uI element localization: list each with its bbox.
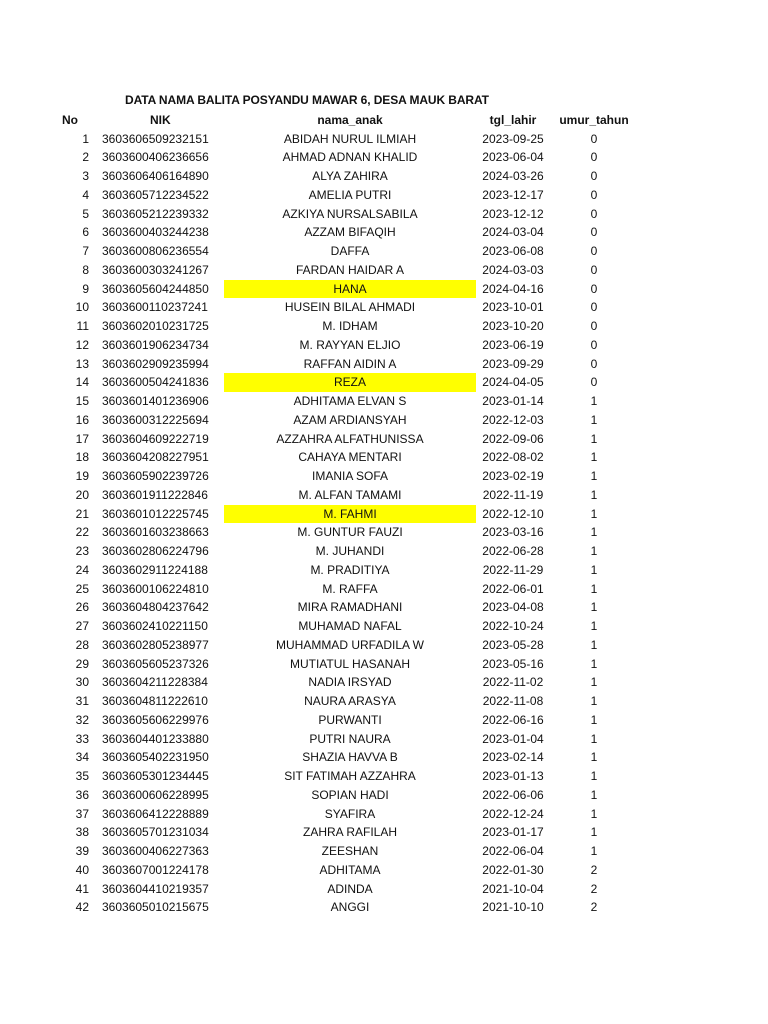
cell-no: 37	[75, 806, 89, 821]
document-title: DATA NAMA BALITA POSYANDU MAWAR 6, DESA MAUK BARAT	[125, 93, 489, 107]
cell-tgl-lahir: 2024-04-16	[482, 281, 544, 296]
cell-no: 2	[82, 150, 89, 165]
table-row	[0, 130, 768, 149]
cell-tgl-lahir: 2023-02-19	[482, 469, 544, 483]
cell-nik: 3603604609222719	[102, 431, 209, 446]
cell-nik: 3603600312225694	[102, 412, 209, 427]
cell-nik: 3603605212239332	[102, 206, 209, 221]
cell-umur-tahun: 0	[590, 206, 598, 221]
cell-umur-tahun: 0	[590, 187, 598, 202]
cell-umur-tahun: 2	[590, 900, 598, 915]
cell-nama-anak: M. PRADITIYA	[310, 562, 390, 577]
cell-no: 14	[75, 375, 89, 390]
cell-umur-tahun: 0	[590, 300, 598, 315]
cell-nama-anak: M. IDHAM	[322, 319, 378, 333]
cell-nama-anak: AZKIYA NURSALSABILA	[282, 206, 418, 221]
table-row	[0, 880, 768, 899]
table-row	[0, 205, 768, 224]
cell-nama-anak: DAFFA	[330, 244, 370, 258]
cell-tgl-lahir: 2023-06-08	[482, 244, 544, 258]
cell-tgl-lahir: 2022-06-16	[482, 712, 544, 727]
cell-nama-anak: ABIDAH NURUL ILMIAH	[283, 131, 417, 146]
table-row	[0, 786, 768, 805]
cell-nama-anak: ALYA ZAHIRA	[312, 169, 388, 183]
cell-nik: 3603600806236554	[102, 244, 209, 258]
cell-tgl-lahir: 2022-01-30	[482, 862, 544, 877]
cell-no: 17	[75, 431, 89, 446]
cell-nama-anak: SIT FATIMAH AZZAHRA	[284, 769, 416, 783]
table-row	[0, 317, 768, 336]
cell-tgl-lahir: 2023-09-25	[482, 131, 544, 146]
cell-no: 28	[75, 637, 89, 652]
cell-no: 42	[75, 900, 89, 915]
cell-nik: 3603605605237326	[102, 656, 209, 671]
cell-tgl-lahir: 2023-05-28	[482, 637, 544, 652]
cell-umur-tahun: 1	[590, 431, 598, 446]
cell-nik: 3603601401236906	[102, 394, 209, 408]
table-row	[0, 655, 768, 674]
cell-nik: 3603600110237241	[102, 300, 208, 315]
cell-no: 7	[82, 244, 89, 258]
cell-umur-tahun: 1	[590, 469, 598, 483]
cell-nik: 3603602410221150	[102, 619, 208, 633]
cell-nik: 3603600606228995	[102, 787, 209, 802]
table-row	[0, 861, 768, 880]
cell-nik: 3603601911222846	[102, 487, 208, 502]
cell-tgl-lahir: 2023-10-20	[482, 319, 544, 333]
cell-tgl-lahir: 2022-12-24	[482, 806, 544, 821]
cell-umur-tahun: 1	[590, 394, 598, 408]
cell-no: 4	[82, 187, 89, 202]
cell-umur-tahun: 0	[590, 244, 598, 258]
cell-umur-tahun: 1	[590, 787, 598, 802]
cell-umur-tahun: 1	[590, 694, 598, 708]
cell-umur-tahun: 1	[590, 712, 598, 727]
cell-no: 6	[82, 225, 89, 240]
cell-umur-tahun: 0	[590, 319, 598, 333]
cell-no: 27	[75, 619, 89, 633]
cell-tgl-lahir: 2023-01-14	[482, 394, 544, 408]
cell-tgl-lahir: 2024-03-03	[482, 262, 544, 277]
header-no: No	[62, 113, 78, 127]
table-row	[0, 336, 768, 355]
table-row	[0, 673, 768, 692]
cell-tgl-lahir: 2021-10-10	[482, 900, 544, 915]
cell-umur-tahun: 1	[590, 619, 598, 633]
cell-no: 16	[75, 412, 89, 427]
cell-nama-anak: M. ALFAN TAMAMI	[298, 487, 402, 502]
cell-nama-anak: SHAZIA HAVVA B	[302, 750, 398, 765]
table-row	[0, 692, 768, 711]
cell-tgl-lahir: 2022-06-28	[482, 544, 544, 558]
cell-no: 25	[75, 581, 89, 596]
cell-umur-tahun: 1	[590, 450, 598, 465]
cell-nama-anak: ZAHRA RAFILAH	[302, 825, 398, 840]
cell-tgl-lahir: 2022-06-04	[482, 844, 544, 858]
cell-no: 32	[75, 712, 89, 727]
cell-nama-anak: PURWANTI	[318, 712, 382, 727]
cell-no: 31	[75, 694, 89, 708]
cell-tgl-lahir: 2022-11-02	[482, 675, 544, 690]
cell-umur-tahun: 0	[590, 281, 598, 296]
cell-nama-anak: REZA	[224, 373, 476, 392]
cell-no: 26	[75, 600, 89, 615]
cell-tgl-lahir: 2022-09-06	[482, 431, 544, 446]
cell-nik: 3603604211228384	[102, 675, 208, 690]
cell-tgl-lahir: 2023-06-19	[482, 337, 544, 352]
cell-no: 8	[82, 262, 89, 277]
cell-no: 15	[75, 394, 89, 408]
table-row	[0, 748, 768, 767]
cell-nama-anak: RAFFAN AIDIN A	[303, 356, 397, 371]
table-row	[0, 523, 768, 542]
cell-nama-anak: M. GUNTUR FAUZI	[297, 525, 403, 540]
cell-tgl-lahir: 2023-05-16	[482, 656, 544, 671]
cell-umur-tahun: 0	[590, 169, 598, 183]
cell-nama-anak: HUSEIN BILAL AHMADI	[284, 300, 416, 315]
cell-umur-tahun: 1	[590, 506, 598, 521]
cell-tgl-lahir: 2022-06-01	[482, 581, 544, 596]
table-row	[0, 823, 768, 842]
cell-umur-tahun: 1	[590, 412, 598, 427]
cell-tgl-lahir: 2022-08-02	[482, 450, 544, 465]
cell-tgl-lahir: 2024-03-04	[482, 225, 544, 240]
cell-umur-tahun: 1	[590, 525, 598, 540]
cell-tgl-lahir: 2022-06-06	[482, 787, 544, 802]
cell-umur-tahun: 1	[590, 581, 598, 596]
cell-nama-anak: SYAFIRA	[324, 806, 376, 821]
cell-no: 10	[75, 300, 89, 315]
cell-nik: 3603605606229976	[102, 712, 209, 727]
cell-no: 39	[75, 844, 89, 858]
cell-no: 3	[82, 169, 89, 183]
cell-umur-tahun: 0	[590, 262, 598, 277]
cell-nik: 3603604410219357	[102, 881, 209, 896]
cell-nama-anak: ADHITAMA ELVAN S	[293, 394, 407, 408]
cell-nama-anak: NAURA ARASYA	[304, 694, 396, 708]
table-row	[0, 261, 768, 280]
table-row	[0, 392, 768, 411]
cell-nama-anak: SOPIAN HADI	[311, 787, 389, 802]
table-row	[0, 711, 768, 730]
cell-no: 34	[75, 750, 89, 765]
cell-umur-tahun: 1	[590, 769, 598, 783]
cell-tgl-lahir: 2022-12-03	[482, 412, 544, 427]
cell-umur-tahun: 2	[590, 881, 598, 896]
cell-umur-tahun: 0	[590, 356, 598, 371]
table-row	[0, 842, 768, 861]
cell-nik: 3603602806224796	[102, 544, 209, 558]
table-row	[0, 617, 768, 636]
cell-nik: 3603607001224178	[102, 862, 209, 877]
cell-nik: 3603604208227951	[102, 450, 209, 465]
cell-nama-anak: NADIA IRSYAD	[308, 675, 392, 690]
cell-umur-tahun: 0	[590, 131, 598, 146]
table-row	[0, 355, 768, 374]
cell-nik: 3603606412228889	[102, 806, 209, 821]
table-row	[0, 767, 768, 786]
table-row	[0, 430, 768, 449]
table-row	[0, 805, 768, 824]
cell-no: 11	[76, 319, 89, 333]
cell-nik: 3603605010215675	[102, 900, 209, 915]
table-row	[0, 186, 768, 205]
table-row	[0, 280, 768, 299]
cell-nik: 3603601906234734	[102, 337, 209, 352]
table-row	[0, 580, 768, 599]
cell-nik: 3603602010231725	[102, 319, 209, 333]
cell-umur-tahun: 1	[590, 825, 598, 840]
cell-no: 29	[75, 656, 89, 671]
cell-nama-anak: ADINDA	[327, 881, 373, 896]
cell-no: 41	[75, 881, 89, 896]
table-row	[0, 167, 768, 186]
cell-tgl-lahir: 2023-06-04	[482, 150, 544, 165]
cell-nik: 3603602911224188	[102, 562, 208, 577]
cell-nama-anak: ANGGI	[330, 900, 370, 915]
cell-nama-anak: MUHAMMAD URFADILA W	[275, 637, 424, 652]
header-tgl-lahir: tgl_lahir	[489, 113, 537, 127]
table-row	[0, 636, 768, 655]
cell-nik: 3603600403244238	[102, 225, 209, 240]
cell-no: 18	[75, 450, 89, 465]
cell-nik: 3603605701231034	[102, 825, 209, 840]
cell-umur-tahun: 0	[590, 150, 598, 165]
cell-umur-tahun: 1	[590, 656, 598, 671]
cell-umur-tahun: 1	[590, 544, 598, 558]
cell-nama-anak: MUHAMAD NAFAL	[298, 619, 402, 633]
cell-tgl-lahir: 2023-02-14	[482, 750, 544, 765]
cell-nama-anak: ZEESHAN	[321, 844, 379, 858]
cell-umur-tahun: 1	[590, 487, 598, 502]
cell-nik: 3603605604244850	[102, 281, 209, 296]
cell-tgl-lahir: 2024-04-05	[482, 375, 544, 390]
header-nama-anak: nama_anak	[317, 113, 383, 127]
cell-umur-tahun: 1	[590, 637, 598, 652]
cell-tgl-lahir: 2023-10-01	[482, 300, 544, 315]
cell-nik: 3603604804237642	[102, 600, 209, 615]
cell-umur-tahun: 1	[590, 844, 598, 858]
cell-tgl-lahir: 2022-11-19	[482, 487, 544, 502]
table-row	[0, 505, 768, 524]
table-row	[0, 223, 768, 242]
cell-no: 35	[75, 769, 89, 783]
cell-nik: 3603602805238977	[102, 637, 209, 652]
table-row	[0, 898, 768, 917]
cell-nama-anak: IMANIA SOFA	[311, 469, 389, 483]
cell-nik: 3603605402231950	[102, 750, 209, 765]
cell-nik: 3603601603238663	[102, 525, 209, 540]
table-row	[0, 411, 768, 430]
cell-umur-tahun: 1	[590, 562, 598, 577]
cell-nik: 3603604401233880	[102, 731, 209, 746]
cell-no: 36	[75, 787, 89, 802]
table-row	[0, 242, 768, 261]
cell-tgl-lahir: 2022-12-10	[482, 506, 544, 521]
cell-nama-anak: MUTIATUL HASANAH	[289, 656, 410, 671]
table-row	[0, 730, 768, 749]
cell-nik: 3603605902239726	[102, 469, 209, 483]
table-row	[0, 486, 768, 505]
cell-no: 21	[75, 506, 89, 521]
table-row	[0, 561, 768, 580]
cell-tgl-lahir: 2023-01-17	[482, 825, 544, 840]
table-row	[0, 298, 768, 317]
cell-no: 12	[75, 337, 89, 352]
cell-nik: 3603600106224810	[102, 581, 209, 596]
cell-umur-tahun: 1	[590, 731, 598, 746]
cell-tgl-lahir: 2023-09-29	[482, 356, 544, 371]
cell-nama-anak: FARDAN HAIDAR A	[295, 262, 405, 277]
cell-nama-anak: CAHAYA MENTARI	[298, 450, 402, 465]
cell-no: 22	[75, 525, 89, 540]
cell-nik: 3603601012225745	[102, 506, 209, 521]
cell-tgl-lahir: 2022-11-29	[482, 562, 544, 577]
cell-tgl-lahir: 2022-11-08	[482, 694, 544, 708]
cell-nama-anak: AZAM ARDIANSYAH	[293, 412, 407, 427]
cell-no: 5	[82, 206, 89, 221]
table-row	[0, 148, 768, 167]
cell-no: 33	[75, 731, 89, 746]
cell-no: 19	[75, 469, 89, 483]
cell-no: 40	[75, 862, 89, 877]
cell-nama-anak: AHMAD ADNAN KHALID	[282, 150, 418, 165]
cell-umur-tahun: 1	[590, 750, 598, 765]
cell-nama-anak: AMELIA PUTRI	[308, 187, 392, 202]
table-row	[0, 373, 768, 392]
cell-nik: 3603605301234445	[102, 769, 209, 783]
cell-nik: 3603606406164890	[102, 169, 209, 183]
table-row	[0, 448, 768, 467]
cell-nama-anak: M. JUHANDI	[315, 544, 385, 558]
cell-nama-anak: HANA	[224, 280, 476, 299]
cell-tgl-lahir: 2023-03-16	[482, 525, 544, 540]
cell-nik: 3603600406227363	[102, 844, 209, 858]
table-row	[0, 542, 768, 561]
cell-umur-tahun: 0	[590, 337, 598, 352]
cell-nik: 3603602909235994	[102, 356, 209, 371]
cell-nama-anak: M. RAYYAN ELJIO	[299, 337, 401, 352]
cell-umur-tahun: 1	[590, 806, 598, 821]
cell-no: 13	[75, 356, 89, 371]
table-row	[0, 467, 768, 486]
cell-tgl-lahir: 2023-12-12	[482, 206, 544, 221]
cell-tgl-lahir: 2023-04-08	[482, 600, 544, 615]
cell-nama-anak: PUTRI NAURA	[309, 731, 391, 746]
cell-nama-anak: AZZAHRA ALFATHUNISSA	[276, 431, 424, 446]
cell-nik: 3603606509232151	[102, 131, 209, 146]
cell-no: 24	[75, 562, 89, 577]
table-header	[0, 111, 768, 130]
cell-tgl-lahir: 2024-03-26	[482, 169, 544, 183]
cell-nik: 3603605712234522	[102, 187, 209, 202]
cell-no: 20	[75, 487, 89, 502]
header-umur-tahun: umur_tahun	[559, 113, 629, 127]
cell-nama-anak: MIRA RAMADHANI	[297, 600, 403, 615]
cell-nik: 3603600406236656	[102, 150, 209, 165]
cell-no: 30	[75, 675, 89, 690]
header-nik: NIK	[150, 113, 171, 127]
cell-nama-anak: ADHITAMA	[319, 862, 381, 877]
cell-nama-anak: AZZAM BIFAQIH	[304, 225, 396, 240]
cell-tgl-lahir: 2021-10-04	[482, 881, 544, 896]
table-row	[0, 598, 768, 617]
cell-nama-anak: M. FAHMI	[224, 505, 476, 524]
cell-nik: 3603604811222610	[102, 694, 208, 708]
cell-tgl-lahir: 2023-01-13	[482, 769, 544, 783]
cell-umur-tahun: 2	[590, 862, 598, 877]
cell-umur-tahun: 1	[590, 600, 598, 615]
cell-nama-anak: M. RAFFA	[322, 581, 378, 596]
cell-nik: 3603600504241836	[102, 375, 209, 390]
cell-umur-tahun: 1	[590, 675, 598, 690]
cell-tgl-lahir: 2022-10-24	[482, 619, 544, 633]
cell-umur-tahun: 0	[590, 375, 598, 390]
cell-no: 9	[82, 281, 89, 296]
cell-no: 38	[75, 825, 89, 840]
cell-umur-tahun: 0	[590, 225, 598, 240]
cell-no: 23	[75, 544, 89, 558]
cell-tgl-lahir: 2023-01-04	[482, 731, 544, 746]
cell-nik: 3603600303241267	[102, 262, 209, 277]
cell-tgl-lahir: 2023-12-17	[482, 187, 544, 202]
cell-no: 1	[82, 131, 89, 146]
